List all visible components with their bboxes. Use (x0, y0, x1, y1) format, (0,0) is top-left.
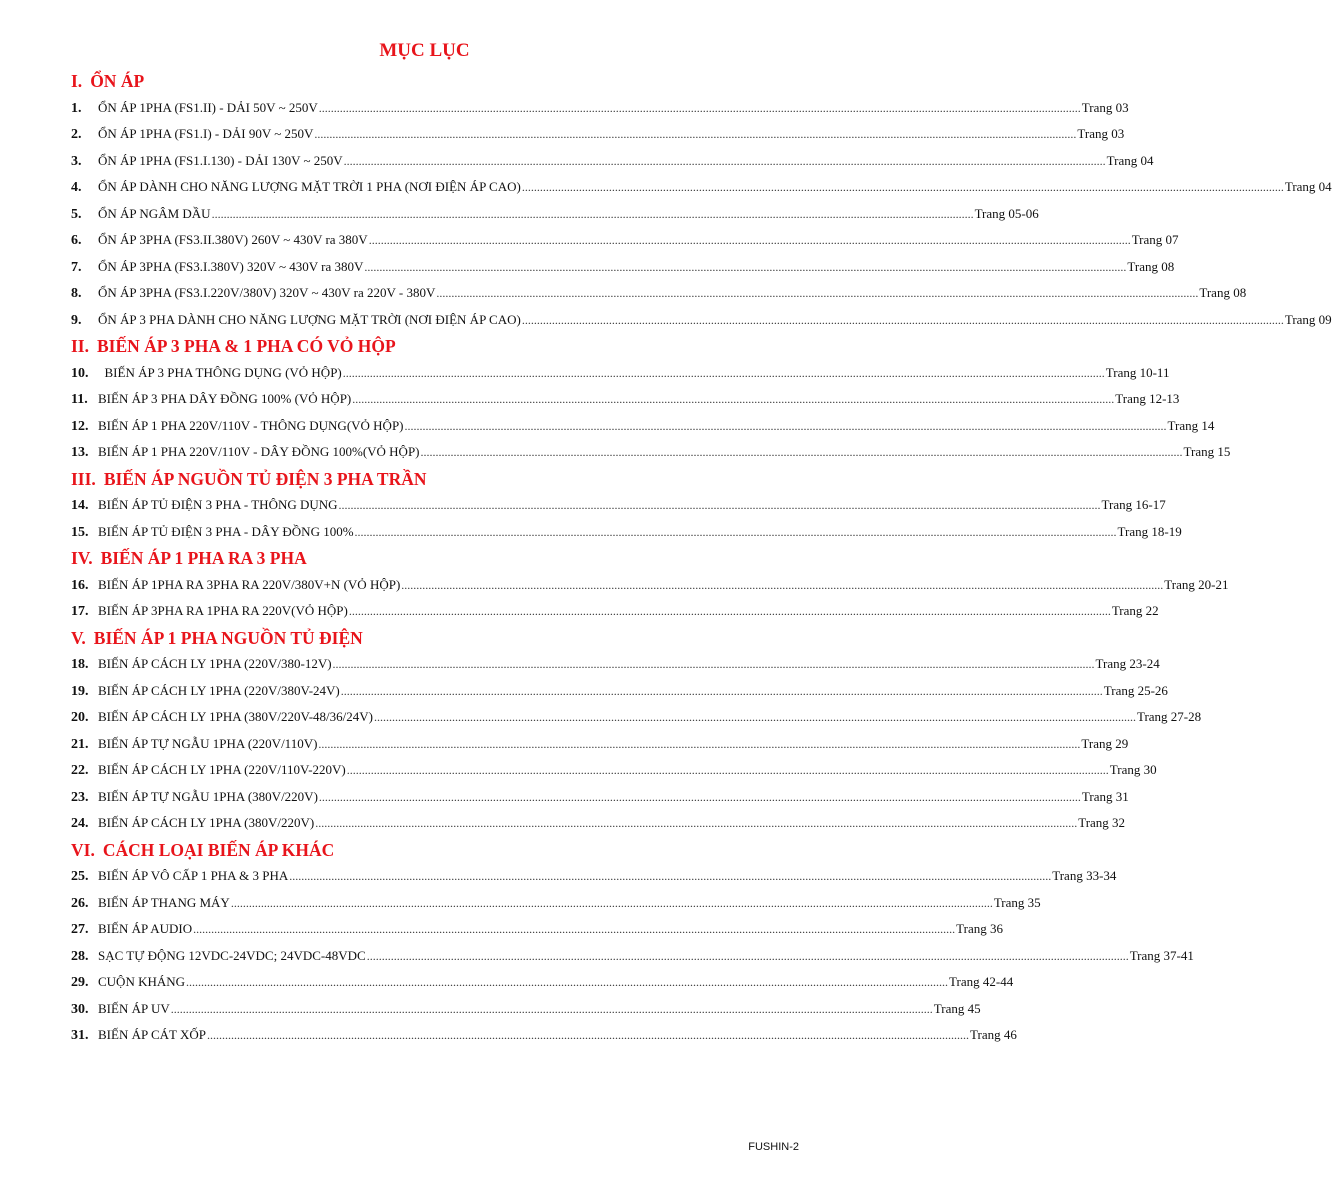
entry-page: Trang 35 (993, 894, 1041, 910)
entry-number: 11. (71, 392, 88, 407)
dot-leader (401, 572, 1163, 598)
entry-page: Trang 27-28 (1136, 709, 1202, 724)
toc-entry (71, 1022, 1017, 1049)
entry-number: 10. (71, 365, 89, 381)
toc-entry (71, 784, 1129, 811)
dot-leader (319, 95, 1081, 121)
dot-leader (367, 943, 1129, 969)
entry-number: 9. (71, 312, 82, 328)
dot-leader (341, 678, 1103, 704)
toc-entry (71, 254, 1175, 281)
entry-number: 5. (71, 206, 82, 222)
section-heading (71, 545, 785, 572)
toc-entry (71, 572, 1229, 599)
entry-number: 30. (71, 1001, 89, 1017)
entry-page: Trang 37-41 (1129, 947, 1194, 963)
section-title: BIẾN ÁP 1 PHA RA 3 PHA (100, 548, 307, 568)
toc-entry (71, 439, 1231, 466)
entry-title: ỔN ÁP 1PHA (FS1.I) - DẢI 90V ~ 250V (98, 126, 314, 141)
entry-number: 7. (71, 259, 82, 275)
toc-entry (71, 969, 1014, 996)
entry-title: BIẾN ÁP TỰ NGẪU 1PHA (220V/110V) (98, 735, 318, 751)
section-title: BIẾN ÁP 1 PHA NGUỒN TỦ ĐIỆN (93, 627, 363, 648)
toc-entry (71, 810, 1126, 837)
toc-entry (71, 148, 1154, 175)
entry-page: Trang 32 (1078, 815, 1126, 830)
entry-page: Trang 31 (1081, 788, 1129, 804)
entry-page: Trang 22 (1111, 603, 1159, 618)
section-number: I. (71, 71, 83, 91)
dot-leader (193, 916, 955, 942)
entry-page: Trang 36 (956, 921, 1003, 936)
entry-number: 3. (71, 153, 82, 169)
section-heading (71, 625, 785, 652)
dot-leader (314, 121, 1076, 147)
dot-leader (364, 254, 1126, 280)
dot-leader (339, 492, 1101, 518)
entry-title: ỔN ÁP 3PHA (FS3.II.380V) 260V ~ 430V ra 380V (98, 232, 368, 247)
entry-title: BIẾN ÁP TỦ ĐIỆN 3 PHA - DÂY ĐỒNG 100% (98, 523, 354, 539)
dot-leader (333, 651, 1095, 677)
section-heading (71, 837, 785, 864)
entry-number: 14. (71, 498, 89, 513)
section-title: BIẾN ÁP 3 PHA & 1 PHA CÓ VỎ HỘP (97, 336, 396, 356)
toc-entry (71, 307, 1332, 334)
toc-entry (71, 943, 1194, 970)
table-of-contents (71, 68, 1332, 1049)
entry-title: ỔN ÁP 1PHA (FS1.II) - DẢI 50V ~ 250V (98, 99, 318, 115)
entry-title: BIẾN ÁP CÁCH LY 1PHA (220V/380-12V) (98, 656, 332, 671)
dot-leader (171, 996, 933, 1022)
entry-number: 20. (71, 710, 89, 725)
dot-leader (231, 890, 993, 916)
section-title: ỔN ÁP (90, 71, 145, 91)
entry-page: Trang 18-19 (1117, 523, 1182, 539)
toc-entry (71, 280, 1247, 307)
section-number: IV. (71, 548, 93, 568)
entry-page: Trang 46 (970, 1027, 1017, 1042)
entry-title: CUỘN KHÁNG (98, 974, 186, 989)
entry-number: 13. (71, 445, 89, 460)
section-heading (71, 466, 785, 493)
entry-title: ỔN ÁP 3 PHA DÀNH CHO NĂNG LƯỢNG MẶT TRỜI (NƠI ĐIỆN ÁP CAO) (98, 311, 521, 327)
section-number: II. (71, 336, 89, 356)
entry-number: 25. (71, 869, 89, 884)
toc-entry (71, 95, 1129, 122)
entry-page: Trang 14 (1167, 417, 1215, 433)
dot-leader (436, 280, 1198, 306)
dot-leader (186, 969, 948, 995)
entry-number: 22. (71, 763, 89, 778)
entry-title: BIẾN ÁP 1 PHA 220V/110V - DÂY ĐỒNG 100%(VỎ HỘP) (98, 444, 420, 459)
dot-leader (315, 810, 1077, 836)
entry-number: 19. (71, 683, 89, 699)
entry-page: Trang 03 (1081, 99, 1129, 115)
dot-leader (355, 519, 1117, 545)
entry-title: BIẾN ÁP 3PHA RA 1PHA RA 220V(VỎ HỘP) (98, 603, 348, 618)
entry-page: Trang 08 (1127, 258, 1175, 274)
toc-entry (71, 890, 1041, 917)
entry-number: 21. (71, 736, 89, 752)
entry-page: Trang 33-34 (1052, 868, 1117, 883)
toc-entry (71, 413, 1215, 440)
dot-leader (369, 227, 1131, 253)
entry-title: ỔN ÁP 3PHA (FS3.I.220V/380V) 320V ~ 430V ra 220V - 380V (98, 285, 436, 300)
dot-leader (319, 784, 1081, 810)
toc-entry (71, 863, 1117, 890)
entry-number: 24. (71, 816, 89, 831)
entry-page: Trang 07 (1131, 232, 1179, 247)
entry-title: BIẾN ÁP 1PHA RA 3PHA RA 220V/380V+N (VỎ HỘP) (98, 576, 401, 592)
entry-number: 18. (71, 657, 89, 672)
toc-entry (71, 651, 1160, 678)
entry-number: 8. (71, 286, 82, 301)
entry-page: Trang 15 (1183, 444, 1231, 459)
entry-title: ỔN ÁP 3PHA (FS3.I.380V) 320V ~ 430V ra 380V (98, 258, 364, 274)
entry-title: BIẾN ÁP CÁT XỐP (98, 1027, 206, 1042)
entry-page: Trang 29 (1081, 735, 1129, 751)
entry-number: 2. (71, 127, 82, 142)
entry-page: Trang 04 (1106, 152, 1154, 168)
dot-leader (344, 148, 1106, 174)
dot-leader (349, 598, 1111, 624)
toc-entry (71, 492, 1166, 519)
page-title: MỤC LỤC (379, 40, 470, 61)
entry-number: 26. (71, 895, 89, 911)
entry-page: Trang 10-11 (1105, 364, 1170, 380)
entry-page: Trang 23-24 (1095, 656, 1160, 671)
entry-number: 12. (71, 418, 89, 434)
toc-entry (71, 704, 1202, 731)
entry-number: 29. (71, 975, 89, 990)
entry-page: Trang 12-13 (1115, 391, 1180, 406)
entry-number: 4. (71, 180, 82, 195)
entry-title: ỔN ÁP NGÂM DẦU (98, 205, 211, 221)
dot-leader (207, 1022, 969, 1048)
section-title: CÁCH LOẠI BIẾN ÁP KHÁC (102, 839, 335, 860)
section-title: BIẾN ÁP NGUỒN TỦ ĐIỆN 3 PHA TRẦN (103, 468, 427, 489)
dot-leader (289, 863, 1051, 889)
entry-title: BIẾN ÁP CÁCH LY 1PHA (220V/380V-24V) (98, 682, 340, 698)
dot-leader (343, 360, 1105, 386)
entry-page: Trang 16-17 (1101, 497, 1166, 512)
toc-entry (71, 916, 1003, 943)
entry-title: ỔN ÁP 1PHA (FS1.I.130) - DẢI 130V ~ 250V (98, 152, 343, 168)
section-heading (71, 333, 785, 360)
toc-entry (71, 201, 1039, 228)
entry-title: BIẾN ÁP TỰ NGẪU 1PHA (380V/220V) (98, 788, 318, 804)
entry-title: BIẾN ÁP TỦ ĐIỆN 3 PHA - THÔNG DỤNG (98, 497, 338, 512)
toc-entry (71, 678, 1168, 705)
dot-leader (318, 731, 1080, 757)
dot-leader (212, 201, 974, 227)
toc-entry (71, 731, 1129, 758)
entry-page: Trang 45 (933, 1000, 981, 1016)
dot-leader (352, 386, 1114, 412)
entry-title: BIẾN ÁP AUDIO (98, 921, 193, 936)
entry-number: 17. (71, 604, 89, 619)
entry-title: BIẾN ÁP THANG MÁY (98, 894, 230, 910)
entry-number: 1. (71, 100, 82, 116)
section-heading (71, 68, 785, 95)
entry-title: ỔN ÁP DÀNH CHO NĂNG LƯỢNG MẶT TRỜI 1 PHA (NƠI ĐIỆN ÁP CAO) (98, 179, 521, 194)
toc-entry (71, 360, 1170, 387)
entry-number: 16. (71, 577, 89, 593)
entry-title: BIẾN ÁP 3 PHA THÔNG DỤNG (VỎ HỘP) (98, 364, 342, 380)
section-number: V. (71, 627, 86, 648)
entry-title: BIẾN ÁP CÁCH LY 1PHA (380V/220V-48/36/24V) (98, 709, 373, 724)
entry-title: BIẾN ÁP UV (98, 1000, 170, 1016)
toc-entry (71, 386, 1180, 413)
section-number: VI. (71, 839, 95, 860)
entry-page: Trang 25-26 (1103, 682, 1168, 698)
toc-entry (71, 598, 1159, 625)
entry-page: Trang 42-44 (949, 974, 1014, 989)
dot-leader (522, 307, 1284, 333)
page-footer: FUSHIN-2 (748, 1141, 799, 1153)
entry-title: SẠC TỰ ĐỘNG 12VDC-24VDC; 24VDC-48VDC (98, 947, 366, 963)
dot-leader (421, 439, 1183, 465)
toc-entry (71, 121, 1125, 148)
toc-entry (71, 757, 1157, 784)
entry-number: 31. (71, 1028, 89, 1043)
entry-number: 6. (71, 233, 82, 248)
entry-page: Trang 03 (1077, 126, 1125, 141)
toc-entry (71, 174, 1332, 201)
entry-page: Trang 30 (1109, 762, 1157, 777)
entry-page: Trang 08 (1199, 285, 1247, 300)
entry-page: Trang 20-21 (1164, 576, 1229, 592)
entry-title: BIẾN ÁP CÁCH LY 1PHA (220V/110V-220V) (98, 762, 346, 777)
dot-leader (347, 757, 1109, 783)
dot-leader (405, 413, 1167, 439)
section-number: III. (71, 468, 96, 489)
entry-number: 23. (71, 789, 89, 805)
entry-title: BIẾN ÁP VÔ CẤP 1 PHA & 3 PHA (98, 868, 289, 883)
toc-entry (71, 519, 1182, 546)
entry-number: 15. (71, 524, 89, 540)
entry-title: BIẾN ÁP CÁCH LY 1PHA (380V/220V) (98, 815, 315, 830)
entry-title: BIẾN ÁP 3 PHA DÂY ĐỒNG 100% (VỎ HỘP) (98, 391, 352, 406)
entry-page: Trang 09 (1284, 311, 1332, 327)
dot-leader (522, 174, 1284, 200)
toc-entry (71, 996, 981, 1023)
entry-title: BIẾN ÁP 1 PHA 220V/110V - THÔNG DỤNG(VỎ HỘP) (98, 417, 404, 433)
toc-entry (71, 227, 1179, 254)
entry-number: 27. (71, 922, 89, 937)
entry-page: Trang 04 (1284, 179, 1332, 194)
dot-leader (374, 704, 1136, 730)
entry-page: Trang 05-06 (974, 205, 1039, 221)
entry-number: 28. (71, 948, 89, 964)
